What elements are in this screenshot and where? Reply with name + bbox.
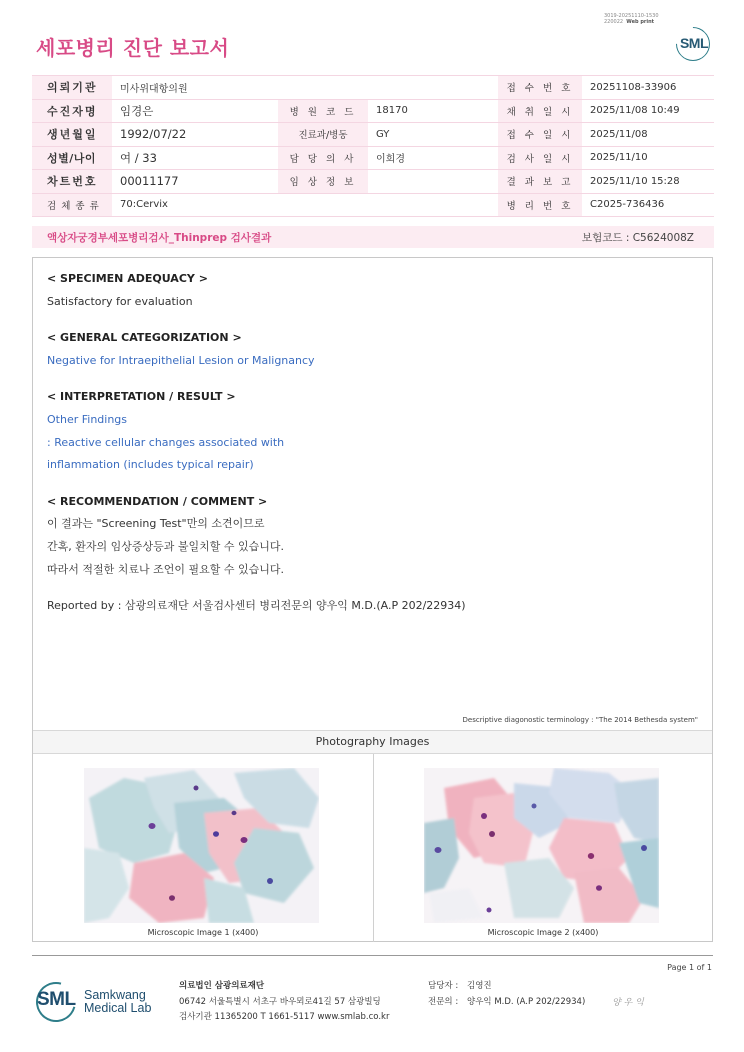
- info-row: [32, 76, 714, 100]
- label-patient-name: 수진자명: [32, 99, 112, 123]
- value-chart-number: 00011177: [112, 170, 278, 194]
- info-row: [32, 193, 714, 217]
- label-specimen-type: 검 체 종 류: [32, 193, 112, 217]
- comment-heading: < RECOMMENDATION / COMMENT >: [47, 494, 268, 508]
- info-row: [32, 146, 714, 170]
- label-requesting-institution: 의뢰기관: [32, 76, 112, 100]
- document-id: [604, 13, 659, 25]
- categorization-text: Negative for Intraepithelial Lesion or Malignancy: [47, 353, 315, 367]
- label-birth-date: 생년월일: [32, 123, 112, 147]
- insurance-code: 보험코드 : C5624008Z: [581, 232, 694, 244]
- label-collection-datetime: 채 취 일 시: [498, 99, 582, 123]
- image-caption-2: Microscopic Image 2 (x400): [487, 928, 599, 937]
- comment-line: 이 결과는 "Screening Test"만의 소견이므로: [47, 517, 265, 531]
- photography-header: Photography Images: [33, 730, 712, 754]
- reported-by: Reported by : 삼광의료재단 서울검사센터 병리전문의 양우익 M.D.(A.P 202/22934): [47, 599, 466, 613]
- result-body: [47, 268, 698, 618]
- info-row: [32, 123, 714, 147]
- value-doctor: 이희경: [368, 146, 498, 170]
- info-row: [32, 170, 714, 194]
- interpretation-line: inflammation (includes typical repair): [47, 458, 254, 472]
- report-title: 세포병리 진단 보고서: [36, 36, 230, 60]
- document-id-code: 220022: [604, 19, 624, 25]
- adequacy-heading: < SPECIMEN ADEQUACY >: [47, 272, 208, 285]
- microscopic-image-2: [424, 768, 659, 923]
- footer-staff: [428, 979, 585, 1010]
- doctor-label: 전문의 :: [428, 996, 459, 1007]
- logo-text: SML: [679, 35, 709, 51]
- value-hospital-code: 18170: [368, 99, 498, 123]
- value-clinical-info: [368, 170, 498, 194]
- staff-label: 담당자 :: [428, 981, 459, 991]
- organization-name: 의료법인 삼광의료재단: [179, 981, 265, 991]
- label-hospital-code: 병 원 코 드: [278, 99, 368, 123]
- staff-name: 김영진: [467, 981, 492, 991]
- microscopic-image-1: [84, 768, 319, 923]
- comment-line: 따라서 적절한 치료나 조언이 필요할 수 있습니다.: [47, 562, 284, 576]
- empty-cell: [278, 193, 498, 217]
- empty-cell: [278, 76, 498, 100]
- interpretation-heading: < INTERPRETATION / RESULT >: [47, 390, 236, 404]
- value-receipt-number: 20251108-33906: [582, 76, 714, 100]
- label-chart-number: 차트번호: [32, 170, 112, 194]
- value-patient-name: 임경은: [112, 99, 278, 123]
- comment-line: 간혹, 환자의 임상증상등과 불일치할 수 있습니다.: [47, 539, 284, 553]
- logo-name-line1: Samkwang: [84, 988, 146, 1002]
- label-receipt-date: 접 수 일 시: [498, 123, 582, 147]
- adequacy-text: Satisfactory for evaluation: [47, 294, 193, 308]
- value-sex-age: 여 / 33: [112, 146, 278, 170]
- logo-sml-text: SML: [37, 989, 76, 1010]
- doctor-signature: 양 우 익: [612, 998, 644, 1008]
- label-doctor: 담 당 의 사: [278, 146, 368, 170]
- interpretation-line: Other Findings: [47, 412, 128, 426]
- logo-name: [84, 989, 151, 1015]
- value-collection-datetime: 2025/11/08 10:49: [582, 99, 714, 123]
- patient-info-table: [32, 75, 714, 217]
- document-id-line2: [604, 19, 659, 25]
- label-result-report: 결 과 보 고: [498, 170, 582, 194]
- label-sex-age: 성별/나이: [32, 146, 112, 170]
- exam-name: 액상자궁경부세포병리검사_Thinprep 검사결과: [47, 232, 272, 244]
- logo-name-line2: Medical Lab: [84, 1001, 152, 1015]
- label-exam-date: 검 사 일 시: [498, 146, 582, 170]
- value-department: GY: [368, 123, 498, 147]
- value-exam-date: 2025/11/10: [582, 146, 714, 170]
- value-birth-date: 1992/07/22: [112, 123, 278, 147]
- address: 06742 서울특별시 서초구 바우뫼로41길 57 삼광빌딩: [179, 996, 381, 1007]
- value-receipt-date: 2025/11/08: [582, 123, 714, 147]
- label-pathology-number: 병 리 번 호: [498, 193, 582, 217]
- footer-address: [179, 979, 389, 1026]
- value-pathology-number: C2025-736436: [582, 193, 714, 217]
- contact-info: 검사기관 11365200 T 1661-5117 www.smlab.co.kr: [179, 1012, 390, 1022]
- result-panel: [32, 257, 713, 942]
- categorization-heading: < GENERAL CATEGORIZATION >: [47, 331, 242, 345]
- doctor-name: 양우익 M.D. (A.P 202/22934): [467, 996, 586, 1007]
- footer-divider: [32, 955, 713, 956]
- info-row: [32, 99, 714, 123]
- sml-logo: [673, 24, 713, 64]
- label-receipt-number: 접 수 번 호: [498, 76, 582, 100]
- web-print-label: Web print: [626, 19, 655, 25]
- image-caption-1: Microscopic Image 1 (x400): [147, 928, 259, 937]
- samkwang-logo: [36, 980, 176, 1026]
- label-clinical-info: 임 상 정 보: [278, 170, 368, 194]
- page-number: Page 1 of 1: [667, 963, 712, 972]
- photo-divider: [373, 754, 374, 942]
- interpretation-line: : Reactive cellular changes associated with: [47, 435, 285, 449]
- bethesda-note: Descriptive diagonostic terminology : "The 2014 Bethesda system": [462, 716, 698, 724]
- document-id-line1: 3019-20251110-1530: [604, 13, 659, 19]
- label-department: 진료과/병동: [278, 123, 368, 147]
- value-specimen-type: 70:Cervix: [112, 193, 278, 217]
- value-result-report: 2025/11/10 15:28: [582, 170, 714, 194]
- exam-title-bar: [32, 226, 714, 248]
- value-requesting-institution: 미사위대항의원: [112, 76, 278, 100]
